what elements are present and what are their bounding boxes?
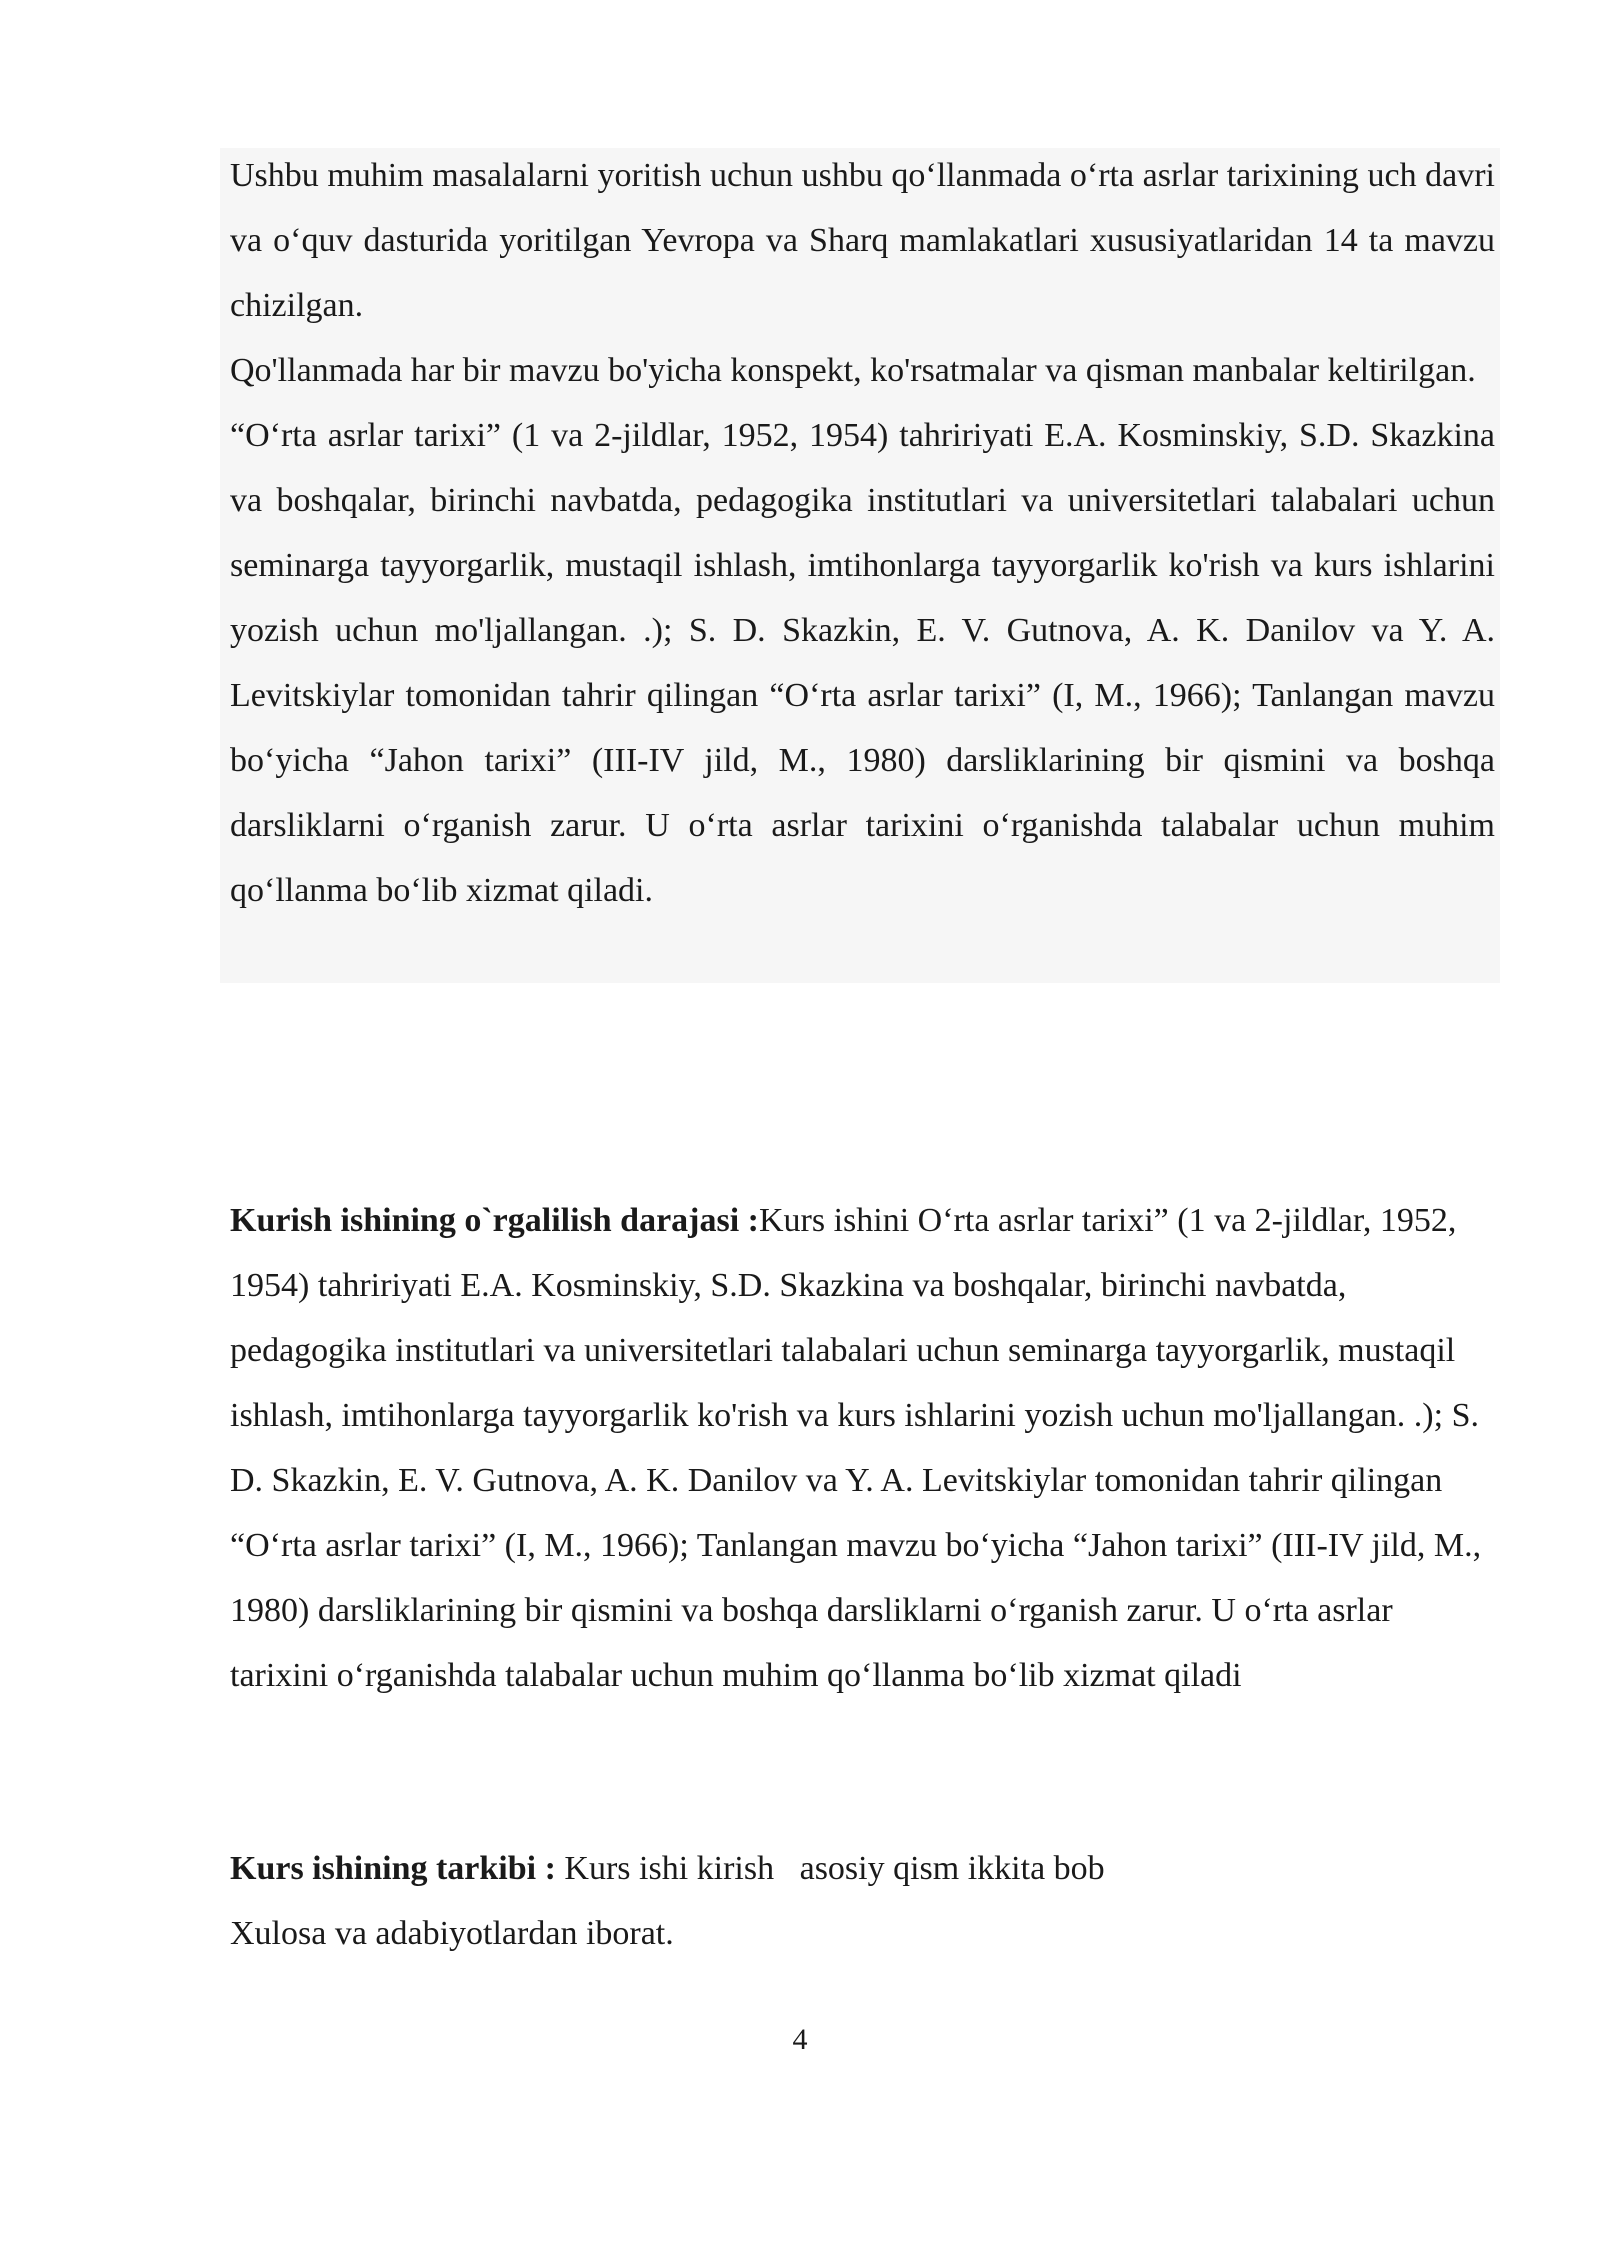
study-level-body: Kurs ishini O‘rta asrlar tarixi” (1 va 2-jildlar, 1952, 1954) tahririyati E.A. Kosminskiy, S.D. Skazkina va boshqalar, birinchi navbatda, pedagogika institutlari va universitetlari talabalari uchun seminarga tayyorgarlik, mustaqil ishlash, imtihonlarga tayyorgarlik ko'rish va kurs ishlarini yozish uchun mo'ljallangan. .); S. D. Skazkin, E. V. Gutnova, A. K. Danilov va Y. A. Levitskiylar tomonidan tahrir qilingan “O‘rta asrlar tarixi” (I, M., 1966); Tanlangan mavzu bo‘yicha “Jahon tarixi” (III-IV jild, M., 1980) darsliklarining bir qismini va boshqa darsliklarni o‘rganish zarur. U o‘rta asrlar tarixini o‘rganishda talabalar uchun muhim qo‘llanma bo‘lib xizmat qiladi [230, 1202, 1482, 1694]
structure-section [230, 1836, 1495, 1966]
structure-paragraph [230, 1836, 1495, 1901]
study-level-heading: Kurish ishining o`rgalilish darajasi : [230, 1202, 759, 1239]
intro-section [230, 143, 1495, 923]
page-number: 4 [792, 2023, 808, 2056]
study-level-section [230, 1188, 1495, 1708]
intro-paragraph-2: Qo'llanmada har bir mavzu bo'yicha konspekt, ko'rsatmalar va qisman manbalar keltirilgan. [230, 352, 1476, 389]
structure-heading: Kurs ishining tarkibi : [230, 1850, 556, 1887]
intro-paragraph-3: “O‘rta asrlar tarixi” (1 va 2-jildlar, 1952, 1954) tahririyati E.A. Kosminskiy, S.D. Skazkina va boshqalar, birinchi navbatda, pedagogika institutlari va universitetlari talabalari uchun seminarga tayyorgarlik, mustaqil ishlash, imtihonlarga tayyorgarlik ko'rish va kurs ishlarini yozish uchun mo'ljallangan. .); S. D. Skazkin, E. V. Gutnova, A. K. Danilov va Y. A. Levitskiylar tomonidan tahrir qilingan “O‘rta asrlar tarixi” (I, M., 1966); Tanlangan mavzu bo‘yicha “Jahon tarixi” (III-IV jild, M., 1980) darsliklarining bir qismini va boshqa darsliklarni o‘rganish zarur. U o‘rta asrlar tarixini o‘rganishda talabalar uchun muhim qo‘llanma bo‘lib xizmat qiladi. [230, 417, 1495, 909]
structure-body-line-1: Kurs ishi kirish asosiy qism ikkita bob [555, 1850, 1105, 1887]
structure-body-line-2: Xulosa va adabiyotlardan iborat. [230, 1915, 674, 1952]
intro-paragraph-1: Ushbu muhim masalalarni yoritish uchun ushbu qo‘llanmada o‘rta asrlar tarixining uch davri va o‘quv dasturida yoritilgan Yevropa va Sharq mamlakatlari xususiyatlaridan 14 ta mavzu chizilgan. [230, 157, 1495, 324]
study-level-paragraph [230, 1188, 1495, 1708]
